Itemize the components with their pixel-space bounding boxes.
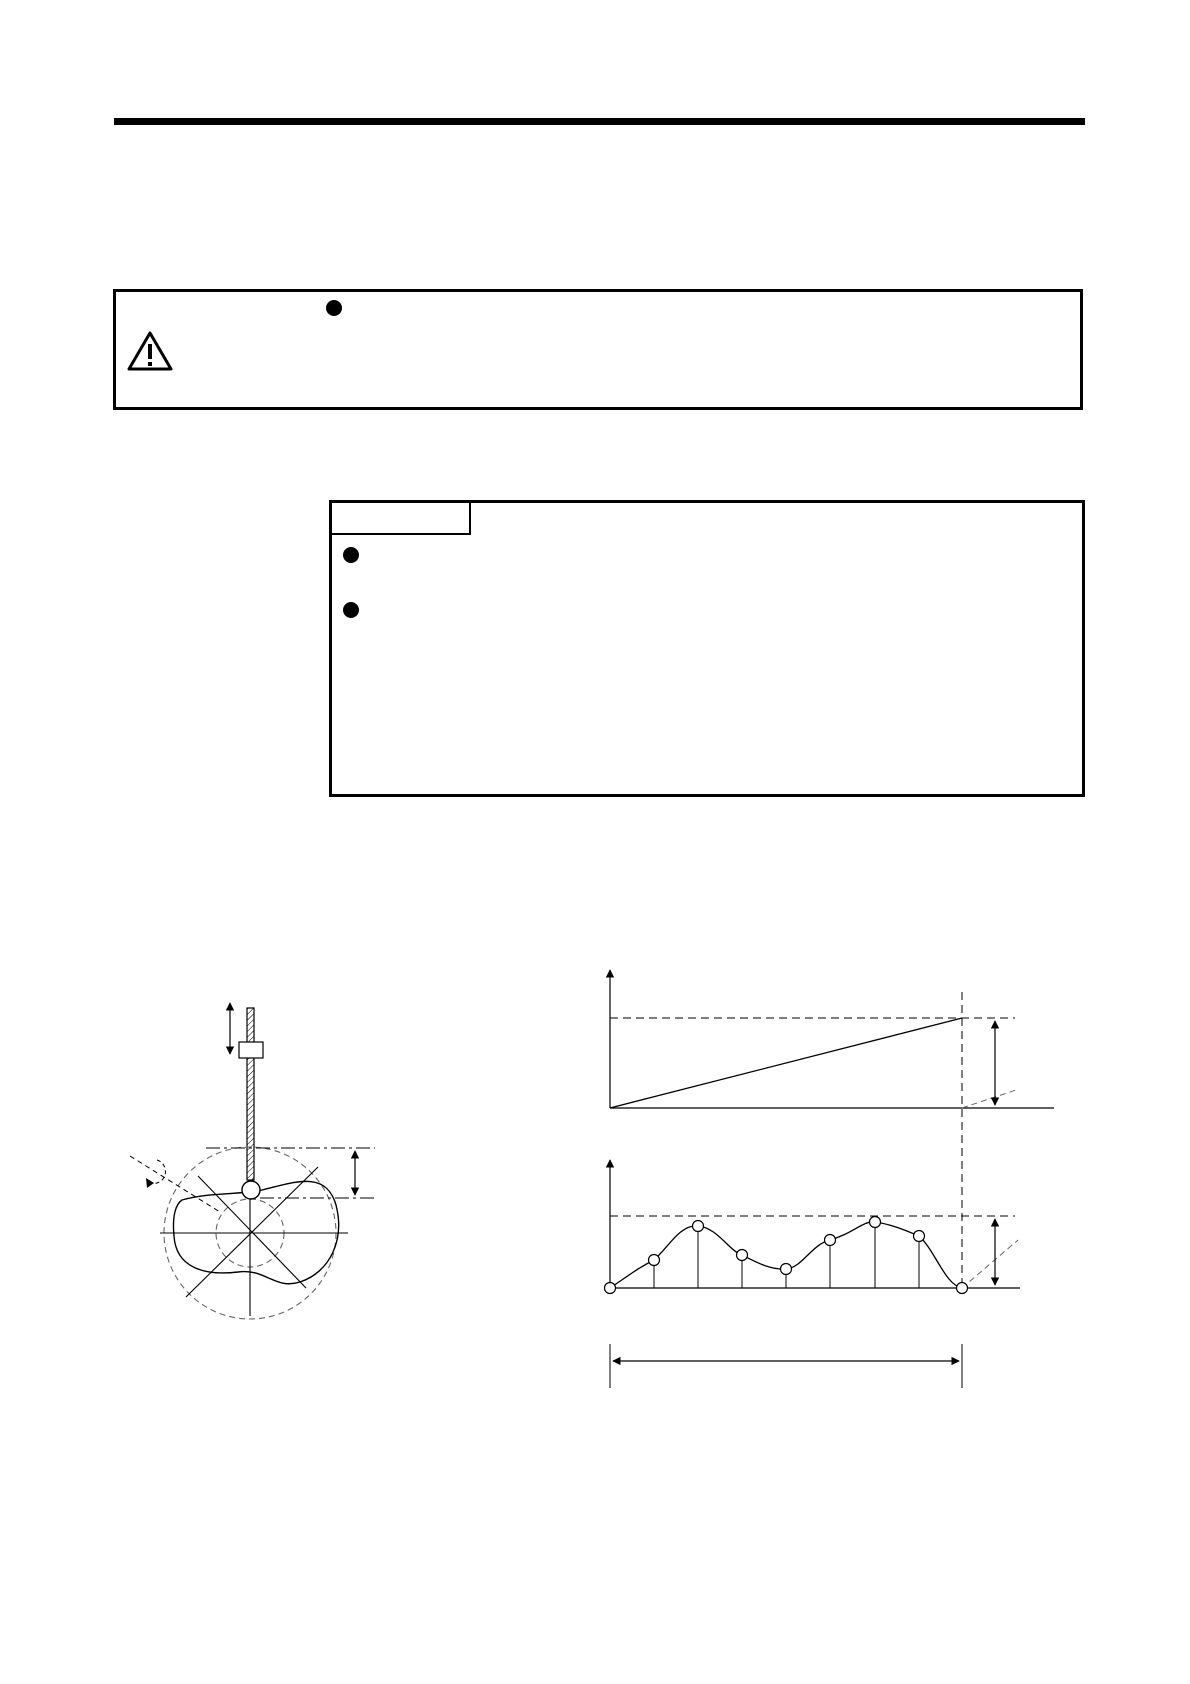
sample-point [781, 1264, 792, 1275]
point-bullet [343, 547, 359, 563]
rotation-arc [150, 1160, 166, 1184]
cam-diagonal-1 [186, 1167, 318, 1297]
cam-curve-chart [605, 1160, 1021, 1388]
follower-rod [247, 1008, 254, 1180]
inner-circle [216, 1199, 284, 1267]
caution-box [113, 289, 1083, 410]
sample-point [957, 1283, 968, 1294]
point-bullet [343, 602, 359, 618]
guide-block [239, 1042, 263, 1058]
sample-point [914, 1231, 925, 1242]
cam-profile [173, 1181, 338, 1283]
sample-point [693, 1221, 704, 1232]
sample-point [870, 1217, 881, 1228]
cam-curve-continuation [962, 1240, 1018, 1288]
sample-point [737, 1250, 748, 1261]
header-rule [114, 118, 1085, 125]
rotation-arrowhead [146, 1178, 154, 1188]
sample-point [825, 1235, 836, 1246]
cam-curve-points [605, 1217, 968, 1294]
point-box [329, 500, 1085, 797]
base-circle [164, 1147, 336, 1319]
point-tab [332, 503, 471, 535]
rotation-axis-line [130, 1156, 220, 1212]
cam-diagonal-2 [198, 1176, 306, 1288]
caution-bullet [326, 300, 342, 316]
stroke-chart-continuation [962, 1090, 1016, 1108]
cam-mechanism [130, 1003, 375, 1319]
cam-curve-line [610, 1222, 962, 1288]
sample-point [649, 1255, 660, 1266]
stroke-chart [610, 970, 1054, 1108]
follower-roller [242, 1181, 260, 1199]
stroke-chart-ramp [610, 1018, 962, 1108]
sample-point [605, 1283, 616, 1294]
cam-curve-stems [654, 1222, 919, 1288]
warning-triangle-icon [126, 330, 174, 372]
